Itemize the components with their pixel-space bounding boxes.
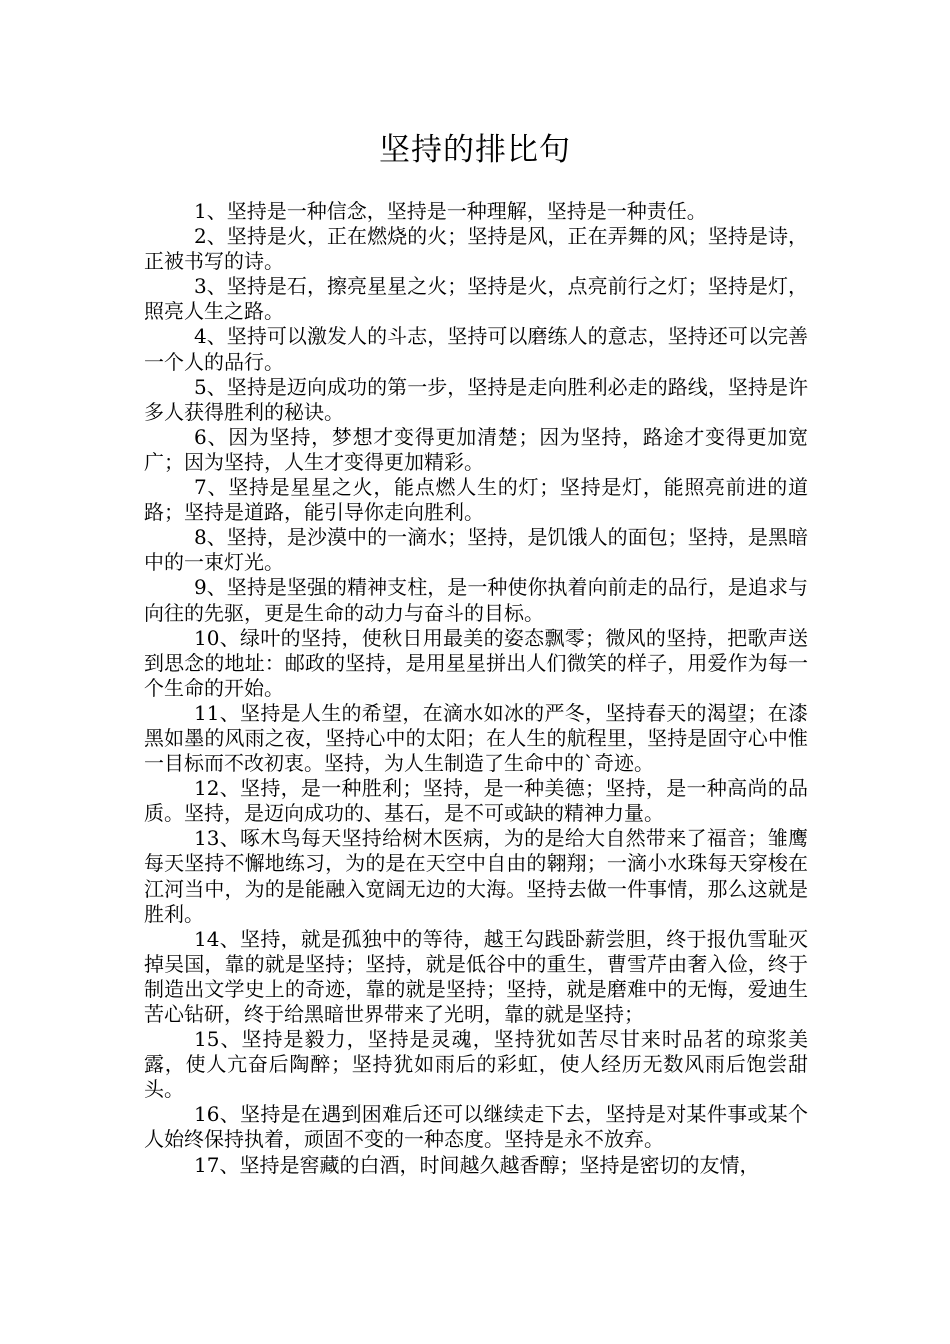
paragraph-14: 14、坚持，就是孤独中的等待，越王勾践卧薪尝胆，终于报仇雪耻灭掉吴国，靠的就是坚持；坚持，就是低谷中的重生，曹雪芹由奢入俭，终于制造出文学史上的奇迹，靠的就是坚持；坚持，就是磨难中的无悔，爱迪生苦心钻研，终于给黑暗世界带来了光明，靠的就是坚持； bbox=[144, 926, 808, 1026]
paragraph-5: 5、坚持是迈向成功的第一步，坚持是走向胜利必走的路线，坚持是许多人获得胜利的秘诀。 bbox=[144, 374, 808, 424]
paragraph-15: 15、坚持是毅力，坚持是灵魂，坚持犹如苦尽甘来时品茗的琼浆美露，使人亢奋后陶醉；坚持犹如雨后的彩虹，使人经历无数风雨后饱尝甜头。 bbox=[144, 1027, 808, 1102]
paragraph-2: 2、坚持是火，正在燃烧的火；坚持是风，正在弄舞的风；坚持是诗，正被书写的诗。 bbox=[144, 224, 808, 274]
document-body bbox=[144, 199, 808, 1178]
paragraph-8: 8、坚持，是沙漠中的一滴水；坚持，是饥饿人的面包；坚持，是黑暗中的一束灯光。 bbox=[144, 525, 808, 575]
paragraph-13: 13、啄木鸟每天坚持给树木医病，为的是给大自然带来了福音；雏鹰每天坚持不懈地练习，为的是在天空中自由的翱翔；一滴小水珠每天穿梭在江河当中，为的是能融入宽阔无边的大海。坚持去做一件事情，那么这就是胜利。 bbox=[144, 826, 808, 926]
page-title: 坚持的排比句 bbox=[379, 132, 571, 168]
paragraph-7: 7、坚持是星星之火，能点燃人生的灯；坚持是灯，能照亮前进的道路；坚持是道路，能引导你走向胜利。 bbox=[144, 475, 808, 525]
paragraph-17: 17、坚持是窖藏的白酒，时间越久越香醇；坚持是密切的友情， bbox=[194, 1152, 760, 1177]
paragraph-9: 9、坚持是坚强的精神支柱，是一种使你执着向前走的品行，是追求与向往的先驱，更是生命的动力与奋斗的目标。 bbox=[144, 575, 808, 625]
paragraph-16: 16、坚持是在遇到困难后还可以继续走下去，坚持是对某件事或某个人始终保持执着，顽固不变的一种态度。坚持是永不放弃。 bbox=[144, 1102, 808, 1152]
paragraph-4: 4、坚持可以激发人的斗志，坚持可以磨练人的意志，坚持还可以完善一个人的品行。 bbox=[144, 324, 808, 374]
paragraph-10: 10、绿叶的坚持，使秋日用最美的姿态飘零；微风的坚持，把歌声送到思念的地址：邮政的坚持，是用星星拼出人们微笑的样子，用爱作为每一个生命的开始。 bbox=[144, 625, 808, 700]
paragraph-6: 6、因为坚持，梦想才变得更加清楚；因为坚持，路途才变得更加宽广；因为坚持，人生才变得更加精彩。 bbox=[144, 424, 808, 474]
paragraph-1: 1、坚持是一种信念，坚持是一种理解，坚持是一种责任。 bbox=[194, 199, 707, 223]
paragraph-12: 12、坚持，是一种胜利；坚持，是一种美德；坚持，是一种高尚的品质。坚持，是迈向成功的、基石，是不可或缺的精神力量。 bbox=[144, 776, 808, 826]
paragraph-3: 3、坚持是石，擦亮星星之火；坚持是火，点亮前行之灯；坚持是灯，照亮人生之路。 bbox=[144, 274, 808, 324]
paragraph-11: 11、坚持是人生的希望，在滴水如冰的严冬，坚持春天的渴望；在漆黑如墨的风雨之夜，坚持心中的太阳；在人生的航程里，坚持是固守心中惟一目标而不改初衷。坚持，为人生制造了生命中的`奇迹。 bbox=[144, 700, 808, 776]
